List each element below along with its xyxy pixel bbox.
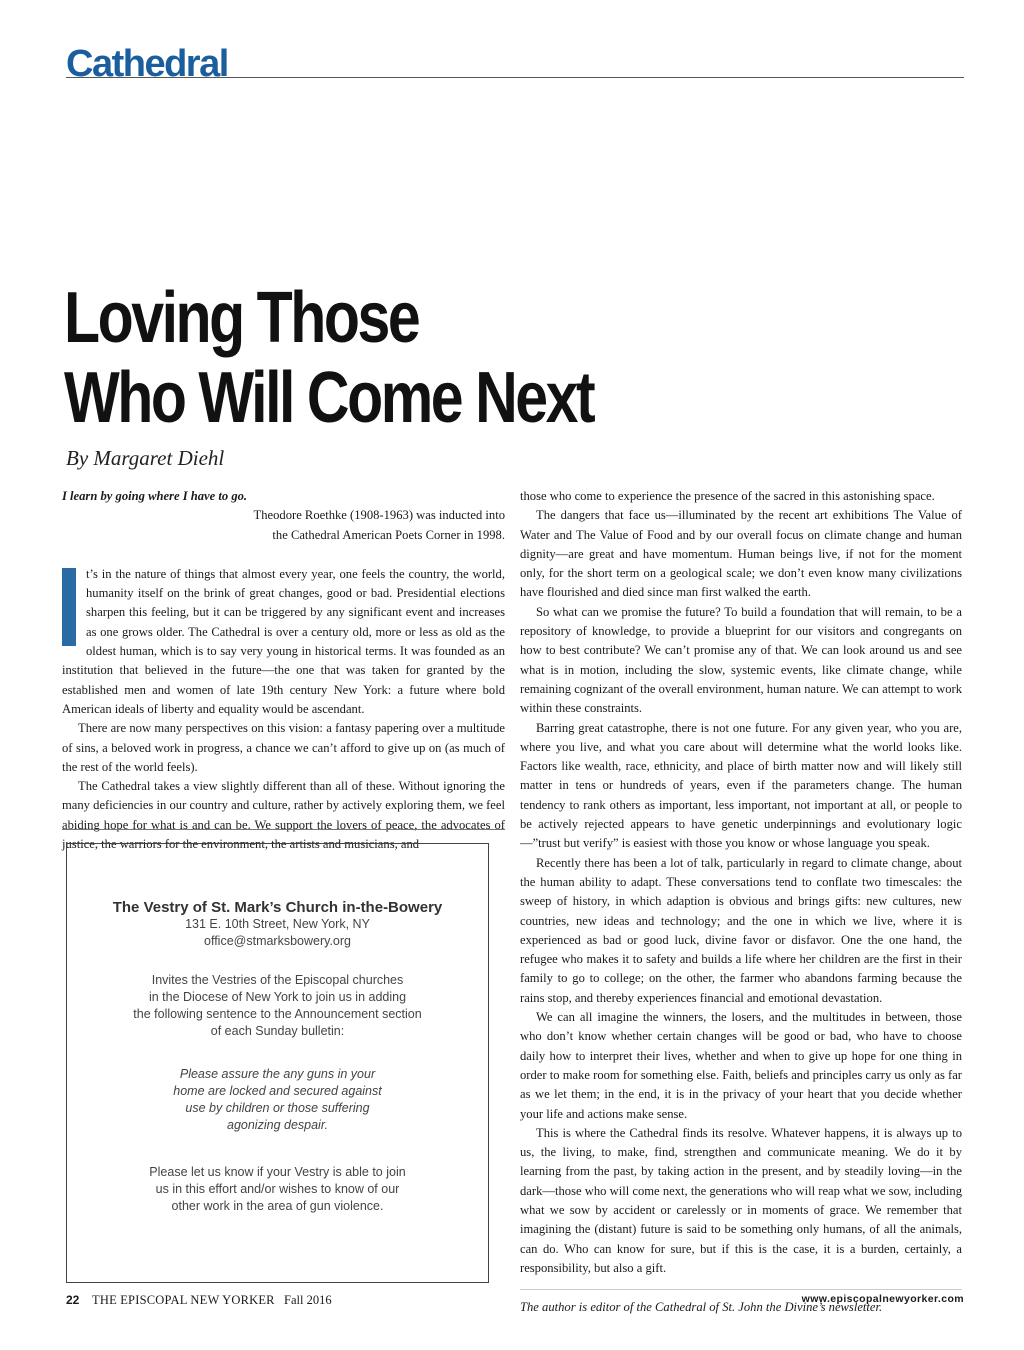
author-note-rule xyxy=(520,1289,962,1290)
invite-line: in the Diocese of New York to join us in adding xyxy=(148,990,407,1004)
invite-line: the following sentence to the Announcement section xyxy=(133,1007,422,1021)
ask-line: other work in the area of gun violence. xyxy=(171,1199,384,1213)
epigraph xyxy=(62,487,505,545)
page-footer xyxy=(66,1293,964,1313)
ask-line: Please let us know if your Vestry is able to join xyxy=(149,1165,406,1179)
notice-title: The Vestry of St. Mark’s Church in-the-Bowery xyxy=(112,899,443,916)
section-label: Cathedral xyxy=(66,43,228,85)
website-link[interactable]: www.episcopalnewyorker.com xyxy=(801,1293,964,1305)
paragraph: There are now many perspectives on this vision: a fantasy papering over a multitude of sins, a beloved work in progress, a chance we can’t afford to give up on (as much of the rest of the world feels). xyxy=(62,721,505,774)
left-column xyxy=(62,487,505,854)
paragraph: This is where the Cathedral finds its resolve. Whatever happens, it is always up to us, the living, to make, find, strengthen and communicate meaning. We do it by learning from the past, by taking action in the present, and by steadily loving—in the dark—those who will come next, the generations who will reap what we sow, including what we sow by accident or carelessly or in moments of grace. We remember that imagining the (distant) future is said to be something only humans, of all the animals, can do. Who can know for sure, but if this is the case, it is a burden, certainly, a responsibility, but also a gift. xyxy=(520,1125,962,1275)
notice-sentence xyxy=(67,1066,488,1134)
drop-cap-i xyxy=(62,568,76,646)
paragraph: Barring great catastrophe, there is not one future. For any given year, who you are, where you live, and what you care about will determine what the world looks like. Factors like wealth, race, ethnicity, and place of birth matter now and will likely still matter in tens or hundreds of years, even if the parameters change. The human tendency to rank others as important, less important, not important at all, or people to be actively rejected appears to have genetic underpinnings and evolutionary logic—”trust but verify” is easiest with those you know or whose language you speak. xyxy=(520,720,962,851)
paragraph: We can all imagine the winners, the losers, and the multitudes in between, those who don’t know whether certain changes will be good or bad, who have to choose daily how to interpret their lives, whether and when to give up hope for one thing in order to make room for something else. Faith, beliefs and principles carry us only as far as we let them; in the end, it is in the privacy of your heart that you decide whether your life and actions make sense. xyxy=(520,1010,962,1121)
paragraph: The Cathedral takes a view slightly different than all of these. Without ignoring the many deficiencies in our country and culture, rather by actively exploring them, we feel abiding hope for what is and can be. We support the lovers of peace, the advocates of justice, the warriors for the environment, the artists and musicians, and xyxy=(62,779,505,852)
notice-ask xyxy=(67,1164,488,1215)
page-number: 22 xyxy=(66,1293,80,1307)
paragraph: t’s in the nature of things that almost every year, one feels the country, the world, humanity itself on the brink of great changes, good or bad. Presidential elections sharpen this feeling, but it can be triggered by any significant event and increases as one grows older. The Cathedral is over a century old, more or less as old as the oldest human, which is to say very young in historical terms. It was founded as an institution that believed in the future—the one that was taken for granted by the established men and women of late 19th century New York: a future where bold American ideals of liberty and equality would be ascendant. xyxy=(62,566,505,716)
paragraph: So what can we promise the future? To build a foundation that will remain, to be a repository of knowledge, to provide a blueprint for our visitors and congregants on how to best contribute? We can’t promise any of that. We can look around us and see what is in motion, including the slow, systemic events, like climate change, while remaining cognizant of the overall environment, human nature. We can attempt to work within these constraints. xyxy=(520,604,962,716)
paragraph: those who come to experience the presence of the sacred in this astonishing space. xyxy=(520,489,935,503)
sentence-line: use by children or those suffering xyxy=(185,1101,370,1115)
invite-line: of each Sunday bulletin: xyxy=(210,1024,345,1038)
title-line-2: Who Will Come Next xyxy=(64,358,594,438)
epigraph-attribution-2: the Cathedral American Poets Corner in 1998. xyxy=(272,527,505,542)
title-line-1: Loving Those xyxy=(64,278,419,358)
invite-line: Invites the Vestries of the Episcopal churches xyxy=(151,973,404,987)
vestry-notice-box xyxy=(66,843,489,1283)
sentence-line: home are locked and secured against xyxy=(173,1084,382,1098)
notice-address: 131 E. 10th Street, New York, NY xyxy=(185,917,370,931)
publication-name: THE EPISCOPAL NEW YORKER xyxy=(92,1293,275,1307)
author-note: The author is editor of the Cathedral of St. John the Divine’s newsletter. xyxy=(520,1300,883,1315)
column-divider xyxy=(62,829,505,830)
paragraph: The dangers that face us—illuminated by the recent art exhibitions The Value of Water and The Value of Food and by our overall focus on climate change and human dignity—are great and have momentum. Human beings live, if not for the moment only, for the short term on a geological scale; we don’t even know many civilizations have flourished and died since man first walked the earth. xyxy=(520,508,962,600)
notice-invite xyxy=(67,972,488,1040)
header-rule xyxy=(66,77,964,78)
ask-line: us in this effort and/or wishes to know of our xyxy=(155,1182,400,1196)
byline: By Margaret Diehl xyxy=(66,446,225,470)
epigraph-quote: I learn by going where I have to go. xyxy=(62,489,248,503)
epigraph-attribution-1: Theodore Roethke (1908-1963) was inducted into xyxy=(253,508,505,523)
paragraph: Recently there has been a lot of talk, particularly in regard to climate change, about the human ability to adapt. These conversations tend to conflate two timescales: the sweep of history, in which adaption is obvious and brings gifts: new cultures, new countries, new ideas and technology; and the one in which we live, where it is experienced as bad or good luck, divine favor or disfavor. One the one hand, the refugee who makes it to safety and builds a life where her children are the first in their family to go to college; on the other, the farmer who abandons farming because the rains stop, and thereby experiences financial and emotional devastation. xyxy=(520,855,962,1005)
right-column xyxy=(520,487,962,1317)
notice-email: office@stmarksbowery.org xyxy=(204,934,351,948)
sentence-line: Please assure the any guns in your xyxy=(179,1067,376,1081)
article-title xyxy=(64,278,593,438)
issue-season: Fall 2016 xyxy=(284,1293,332,1307)
sentence-line: agonizing despair. xyxy=(227,1118,328,1132)
